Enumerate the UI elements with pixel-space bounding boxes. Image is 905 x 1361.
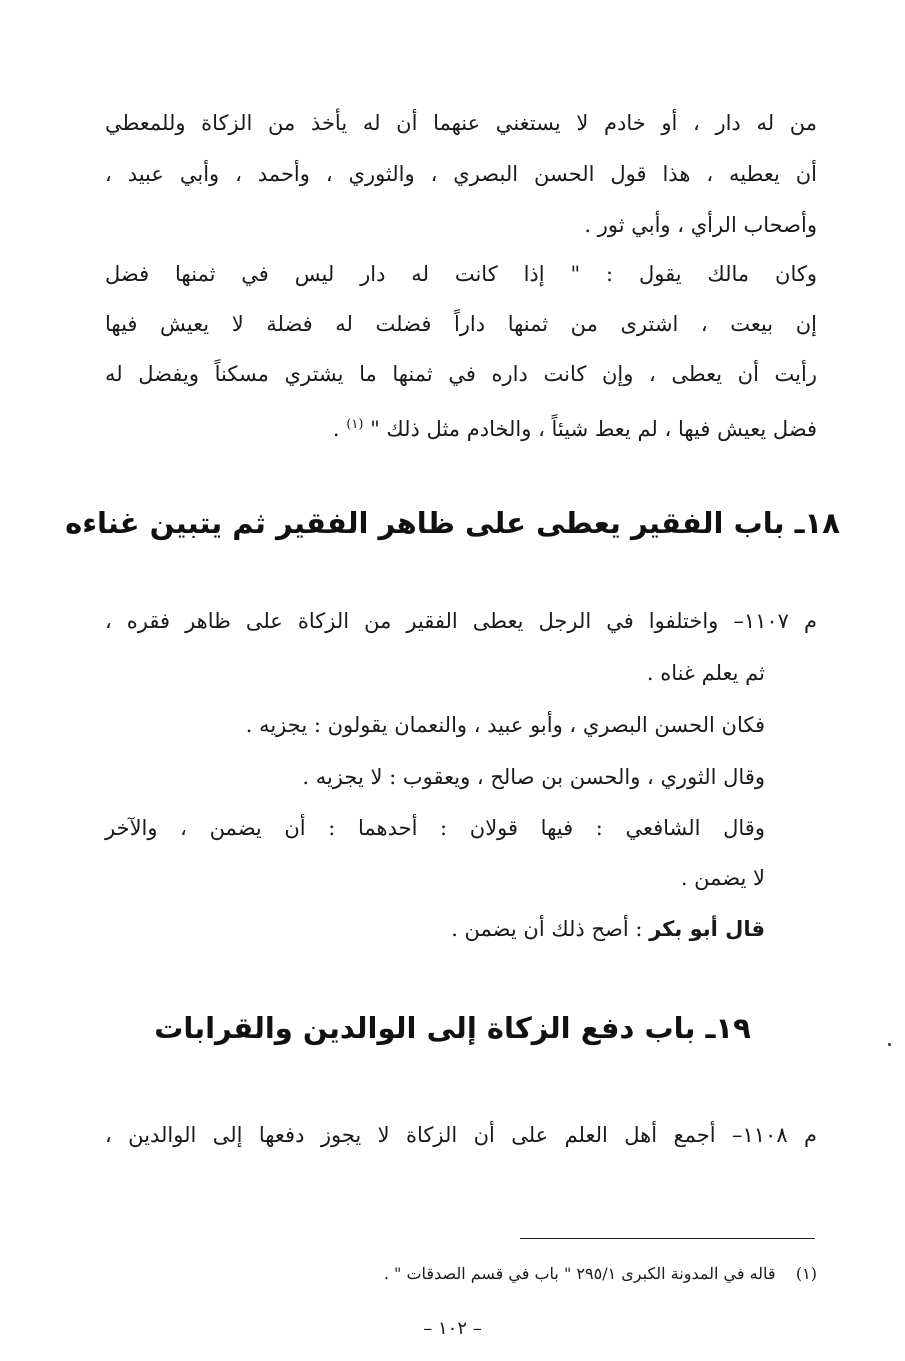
footnote-reference: (١) [346, 417, 364, 432]
text-segment: : أصح ذلك أن يضمن . [451, 917, 650, 941]
text-line: أن يعطيه ، هذا قول الحسن البصري ، والثوري ، وأحمد ، وأبي عبيد ، [105, 162, 817, 186]
text-line: لا يضمن . [680, 866, 765, 890]
text-line: من له دار ، أو خادم لا يستغني عنهما أن له يأخذ من الزكاة وللمعطي [105, 111, 817, 135]
text-line: وقال الشافعي : فيها قولان : أحدهما : أن يضمن ، والآخر [105, 816, 765, 840]
footnote [384, 1262, 817, 1286]
page-number: – ١٠٢ – [423, 1318, 482, 1339]
footnote-marker: (١) [795, 1264, 817, 1283]
text-line [451, 914, 765, 944]
text-line: رأيت أن يعطى ، وإن كانت داره في ثمنها ما يشتري مسكناً ويفضل له [105, 362, 817, 386]
scan-speck [888, 1043, 891, 1046]
text-line: ثم يعلم غناه . [646, 661, 765, 685]
text-line: وأصحاب الرأي ، وأبي ثور . [584, 213, 817, 237]
text-line: إن بيعت ، اشترى من ثمنها داراً فضلت له فضلة لا يعيش فيها [105, 312, 817, 336]
text-line: وقال الثوري ، والحسن بن صالح ، ويعقوب : لا يجزيه . [302, 765, 765, 789]
section-heading-18: ١٨ـ باب الفقير يعطى على ظاهر الفقير ثم يتبين غناءه [65, 506, 840, 540]
footnote-divider [520, 1238, 815, 1239]
text-line-with-footnote [333, 410, 817, 444]
section-heading-19: ١٩ـ باب دفع الزكاة إلى الوالدين والقرابات [154, 1011, 751, 1045]
text-line: فكان الحسن البصري ، وأبو عبيد ، والنعمان يقولون : يجزيه . [245, 713, 765, 737]
text-line: م ١١٠٨– أجمع أهل العلم على أن الزكاة لا يجوز دفعها إلى الوالدين ، [105, 1123, 817, 1147]
text-segment: . [332, 417, 340, 441]
author-label: قال أبو بكر [649, 917, 765, 941]
text-segment: فضل يعيش فيها ، لم يعط شيئاً ، والخادم مثل ذلك " [370, 417, 817, 441]
text-line: م ١١٠٧– واختلفوا في الرجل يعطى الفقير من الزكاة على ظاهر فقره ، [105, 609, 817, 633]
text-line: وكان مالك يقول : " إذا كانت له دار ليس في ثمنها فضل [105, 262, 817, 286]
footnote-text: قاله في المدونة الكبرى ٢٩٥/١ " باب في قسم الصدقات " . [383, 1264, 776, 1283]
